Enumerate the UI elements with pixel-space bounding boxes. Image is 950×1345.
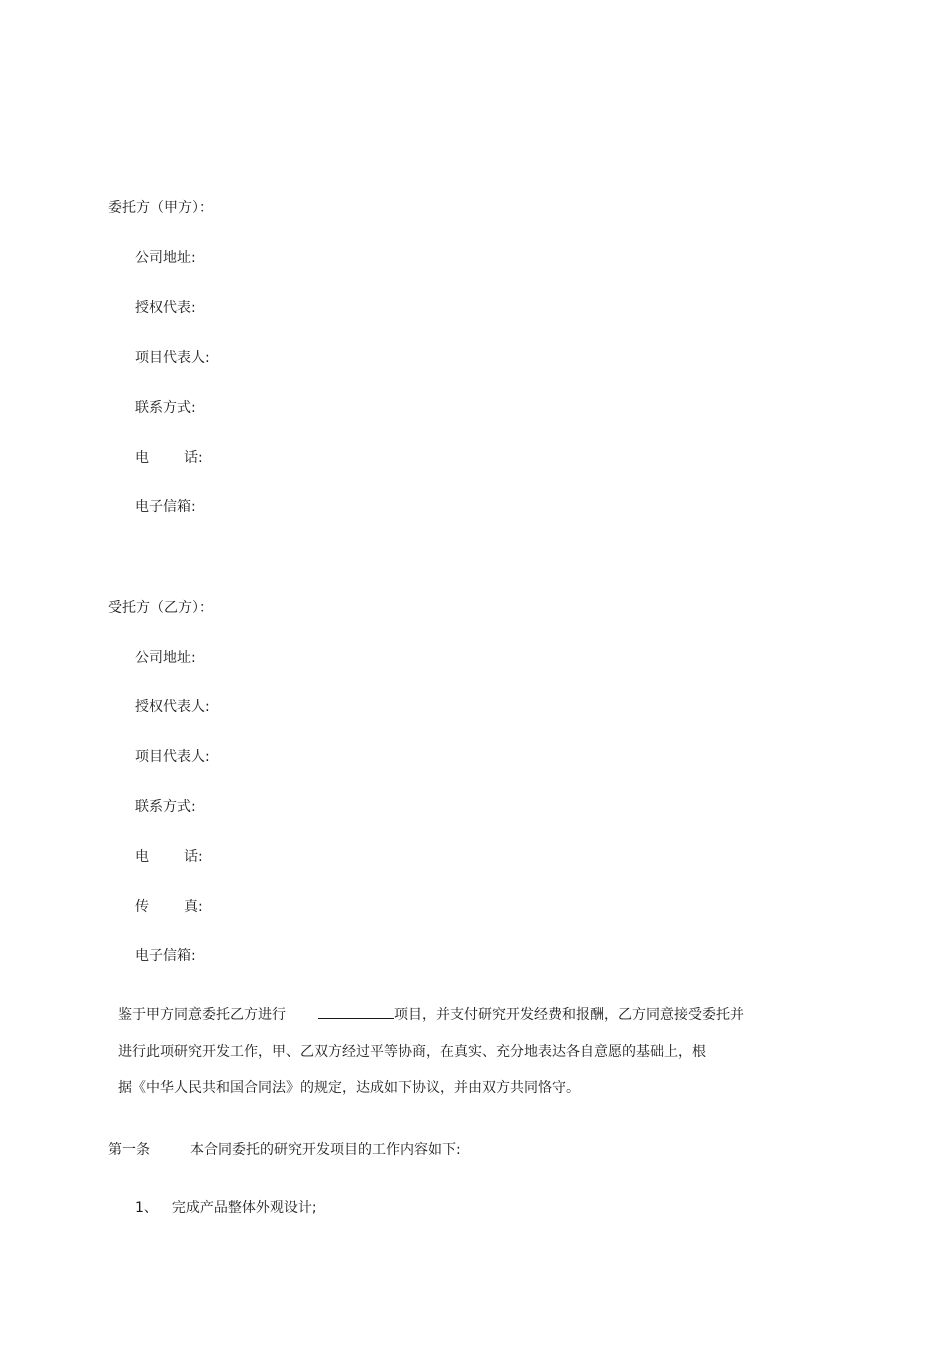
party-b-contact-label: 联系方式: [135,799,196,815]
party-b-phone-label [135,847,203,867]
party-a-address-label: 公司地址: [135,250,196,266]
preamble-line-3: 据《中华人民共和国合同法》的规定，达成如下协议，并由双方共同恪守。 [118,1080,580,1096]
party-a-project-rep-label: 项目代表人: [135,350,210,366]
preamble-line-1-start: 鉴于甲方同意委托乙方进行 [118,1007,286,1023]
party-a-authorized-rep-label: 授权代表: [135,300,196,316]
party-a-email-label: 电子信箱: [135,499,196,515]
article-1-number: 第一条 [108,1142,150,1158]
party-a-contact-label: 联系方式: [135,400,196,416]
party-b-fax-label [135,897,203,917]
party-b-project-rep-label: 项目代表人: [135,749,210,765]
party-b-email-label: 电子信箱: [135,948,196,964]
party-b-fax-char1: 传 [135,899,149,915]
article-1-item [135,1198,317,1218]
party-b-authorized-rep-label: 授权代表人: [135,699,210,715]
party-b-heading: 受托方（乙方）： [108,600,213,616]
party-a-heading: 委托方（甲方）： [108,200,213,216]
article-1-item-number: 1、 [135,1200,158,1216]
preamble-line-1 [118,1003,744,1023]
article-1-item-text: 完成产品整体外观设计; [171,1200,317,1216]
project-name-blank [318,1003,394,1019]
party-a-phone-char2: 话: [184,450,203,466]
article-1-heading [108,1140,461,1160]
party-a-phone-label [135,448,203,468]
party-b-phone-char1: 电 [135,849,149,865]
article-1-title: 本合同委托的研究开发项目的工作内容如下: [190,1142,461,1158]
party-a-phone-char1: 电 [135,450,149,466]
party-b-fax-char2: 真: [184,899,203,915]
party-b-phone-char2: 话: [184,849,203,865]
preamble-line-1-end: 项目，并支付研究开发经费和报酬，乙方同意接受委托并 [394,1007,744,1023]
party-b-address-label: 公司地址: [135,650,196,666]
preamble-line-2: 进行此项研究开发工作，甲、乙双方经过平等协商，在真实、充分地表达各自意愿的基础上，根 [118,1044,706,1060]
